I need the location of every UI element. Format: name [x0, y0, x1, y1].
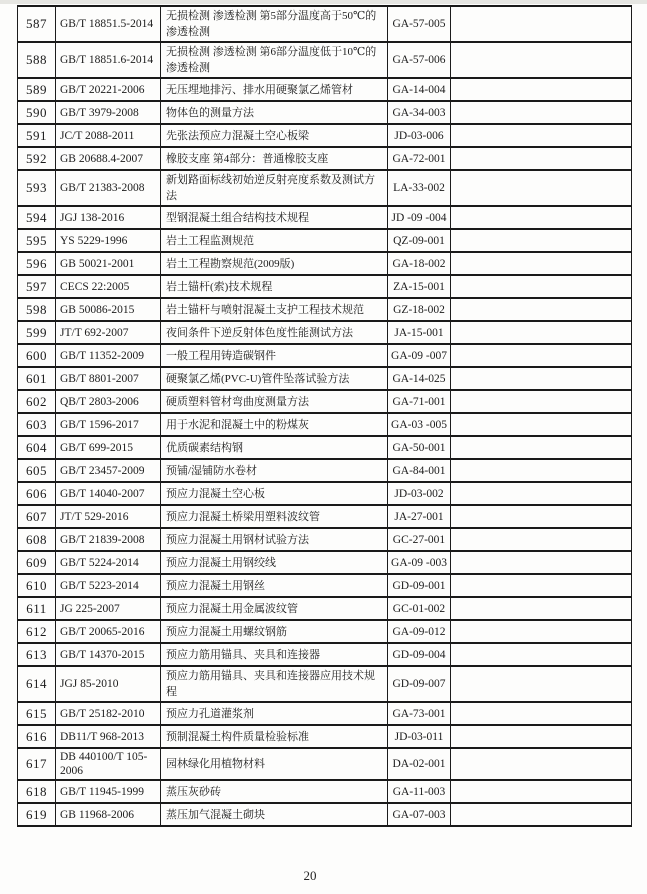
notes-cell	[451, 528, 632, 551]
row-number-cell: 610	[18, 574, 56, 597]
standard-name-cell: 夜间条件下逆反射体色度性能测试方法	[161, 321, 388, 344]
report-code-cell: QZ-09-001	[388, 229, 451, 252]
standard-code-cell: GB/T 21383-2008	[56, 170, 161, 206]
report-code-cell: JA-15-001	[388, 321, 451, 344]
table-row	[18, 321, 632, 344]
row-number-cell: 603	[18, 413, 56, 436]
notes-cell	[451, 482, 632, 505]
notes-cell	[451, 229, 632, 252]
report-code-cell: GA-09 -003	[388, 551, 451, 574]
standard-code-cell: GB/T 3979-2008	[56, 101, 161, 124]
standard-name-cell: 预应力筋用锚具、夹具和连接器应用技术规程	[161, 666, 388, 702]
report-code-cell: GA-09 -007	[388, 344, 451, 367]
table-row	[18, 725, 632, 748]
standard-code-cell: GB/T 21839-2008	[56, 528, 161, 551]
standard-name-cell: 岩土工程监测规范	[161, 229, 388, 252]
report-code-cell: DA-02-001	[388, 748, 451, 780]
standard-code-cell: GB/T 1596-2017	[56, 413, 161, 436]
report-code-cell: GA-73-001	[388, 702, 451, 725]
report-code-cell: GA-14-025	[388, 367, 451, 390]
row-number-cell: 611	[18, 597, 56, 620]
standard-code-cell: GB 11968-2006	[56, 803, 161, 826]
standard-name-cell: 硬聚氯乙烯(PVC-U)管件坠落试验方法	[161, 367, 388, 390]
standard-name-cell: 预制混凝土构件质量检验标准	[161, 725, 388, 748]
row-number-cell: 599	[18, 321, 56, 344]
report-code-cell: GA-07-003	[388, 803, 451, 826]
standard-name-cell: 型钢混凝土组合结构技术规程	[161, 206, 388, 229]
table-row	[18, 803, 632, 826]
table-row	[18, 170, 632, 206]
standard-code-cell: CECS 22:2005	[56, 275, 161, 298]
row-number-cell: 596	[18, 252, 56, 275]
standard-name-cell: 预应力混凝土空心板	[161, 482, 388, 505]
standard-code-cell: JGJ 138-2016	[56, 206, 161, 229]
row-number-cell: 605	[18, 459, 56, 482]
standard-code-cell: DB 440100/T 105-2006	[56, 748, 161, 780]
report-code-cell: GA-72-001	[388, 147, 451, 170]
report-code-cell: GA-03 -005	[388, 413, 451, 436]
notes-cell	[451, 78, 632, 101]
standard-code-cell: GB 50021-2001	[56, 252, 161, 275]
table-row	[18, 413, 632, 436]
standard-name-cell: 无损检测 渗透检测 第5部分温度高于50℃的渗透检测	[161, 6, 388, 42]
row-number-cell: 616	[18, 725, 56, 748]
standard-code-cell: GB/T 11945-1999	[56, 780, 161, 803]
table-row	[18, 206, 632, 229]
standard-name-cell: 用于水泥和混凝土中的粉煤灰	[161, 413, 388, 436]
standard-code-cell: GB/T 20065-2016	[56, 620, 161, 643]
report-code-cell: GA-34-003	[388, 101, 451, 124]
notes-cell	[451, 748, 632, 780]
notes-cell	[451, 252, 632, 275]
row-number-cell: 590	[18, 101, 56, 124]
table-row	[18, 298, 632, 321]
table-row	[18, 780, 632, 803]
standard-code-cell: GB/T 5224-2014	[56, 551, 161, 574]
row-number-cell: 606	[18, 482, 56, 505]
standard-name-cell: 一般工程用铸造碳钢件	[161, 344, 388, 367]
standard-name-cell: 先张法预应力混凝土空心板梁	[161, 124, 388, 147]
notes-cell	[451, 206, 632, 229]
notes-cell	[451, 124, 632, 147]
standards-table	[17, 5, 632, 827]
standard-name-cell: 蒸压灰砂砖	[161, 780, 388, 803]
standard-name-cell: 预铺/湿铺防水卷材	[161, 459, 388, 482]
row-number-cell: 608	[18, 528, 56, 551]
standard-code-cell: GB/T 23457-2009	[56, 459, 161, 482]
row-number-cell: 602	[18, 390, 56, 413]
table-row	[18, 42, 632, 78]
report-code-cell: GA-71-001	[388, 390, 451, 413]
notes-cell	[451, 574, 632, 597]
row-number-cell: 588	[18, 42, 56, 78]
table-row	[18, 229, 632, 252]
table-row	[18, 124, 632, 147]
standard-code-cell: GB/T 5223-2014	[56, 574, 161, 597]
report-code-cell: GA-18-002	[388, 252, 451, 275]
notes-cell	[451, 620, 632, 643]
report-code-cell: GA-11-003	[388, 780, 451, 803]
standard-code-cell: GB/T 18851.5-2014	[56, 6, 161, 42]
standard-code-cell: JC/T 2088-2011	[56, 124, 161, 147]
report-code-cell: JD-03-011	[388, 725, 451, 748]
notes-cell	[451, 666, 632, 702]
row-number-cell: 612	[18, 620, 56, 643]
report-code-cell: JA-27-001	[388, 505, 451, 528]
standard-name-cell: 硬质塑料管材弯曲度测量方法	[161, 390, 388, 413]
standard-code-cell: GB 20688.4-2007	[56, 147, 161, 170]
row-number-cell: 614	[18, 666, 56, 702]
notes-cell	[451, 413, 632, 436]
notes-cell	[451, 551, 632, 574]
table-row	[18, 551, 632, 574]
notes-cell	[451, 321, 632, 344]
notes-cell	[451, 725, 632, 748]
standard-name-cell: 预应力混凝土用金属波纹管	[161, 597, 388, 620]
row-number-cell: 600	[18, 344, 56, 367]
row-number-cell: 604	[18, 436, 56, 459]
standard-name-cell: 新划路面标线初始逆反射亮度系数及测试方法	[161, 170, 388, 206]
report-code-cell: JD -09 -004	[388, 206, 451, 229]
table-row	[18, 390, 632, 413]
standard-name-cell: 预应力筋用锚具、夹具和连接器	[161, 643, 388, 666]
standard-code-cell: GB 50086-2015	[56, 298, 161, 321]
standard-code-cell: JGJ 85-2010	[56, 666, 161, 702]
table-row	[18, 505, 632, 528]
standard-code-cell: JT/T 692-2007	[56, 321, 161, 344]
row-number-cell: 589	[18, 78, 56, 101]
row-number-cell: 587	[18, 6, 56, 42]
notes-cell	[451, 344, 632, 367]
notes-cell	[451, 101, 632, 124]
standard-name-cell: 无压埋地排污、排水用硬聚氯乙烯管材	[161, 78, 388, 101]
report-code-cell: GA-14-004	[388, 78, 451, 101]
table-row	[18, 436, 632, 459]
notes-cell	[451, 780, 632, 803]
table-row	[18, 597, 632, 620]
notes-cell	[451, 803, 632, 826]
row-number-cell: 613	[18, 643, 56, 666]
standard-code-cell: GB/T 14370-2015	[56, 643, 161, 666]
standard-code-cell: GB/T 699-2015	[56, 436, 161, 459]
table-row	[18, 252, 632, 275]
standard-name-cell: 预应力孔道灌浆剂	[161, 702, 388, 725]
table-row	[18, 643, 632, 666]
notes-cell	[451, 597, 632, 620]
standard-name-cell: 物体色的测量方法	[161, 101, 388, 124]
notes-cell	[451, 147, 632, 170]
table-row	[18, 78, 632, 101]
table-row	[18, 459, 632, 482]
notes-cell	[451, 459, 632, 482]
table-row	[18, 147, 632, 170]
report-code-cell: GD-09-007	[388, 666, 451, 702]
notes-cell	[451, 436, 632, 459]
row-number-cell: 609	[18, 551, 56, 574]
standard-name-cell: 预应力混凝土用钢丝	[161, 574, 388, 597]
row-number-cell: 595	[18, 229, 56, 252]
report-code-cell: GD-09-004	[388, 643, 451, 666]
notes-cell	[451, 505, 632, 528]
standard-code-cell: GB/T 25182-2010	[56, 702, 161, 725]
report-code-cell: GZ-18-002	[388, 298, 451, 321]
report-code-cell: GA-84-001	[388, 459, 451, 482]
table-row	[18, 275, 632, 298]
standard-name-cell: 无损检测 渗透检测 第6部分温度低于10℃的渗透检测	[161, 42, 388, 78]
standard-code-cell: GB/T 14040-2007	[56, 482, 161, 505]
standard-code-cell: JG 225-2007	[56, 597, 161, 620]
scan-edge-artifact	[0, 0, 647, 4]
report-code-cell: GA-57-006	[388, 42, 451, 78]
standard-name-cell: 岩土锚杆(索)技术规程	[161, 275, 388, 298]
row-number-cell: 594	[18, 206, 56, 229]
notes-cell	[451, 390, 632, 413]
table-row	[18, 528, 632, 551]
standard-code-cell: JT/T 529-2016	[56, 505, 161, 528]
table-row	[18, 666, 632, 702]
row-number-cell: 601	[18, 367, 56, 390]
notes-cell	[451, 275, 632, 298]
standard-code-cell: GB/T 8801-2007	[56, 367, 161, 390]
standard-code-cell: GB/T 20221-2006	[56, 78, 161, 101]
standard-name-cell: 预应力混凝土用钢材试验方法	[161, 528, 388, 551]
notes-cell	[451, 643, 632, 666]
notes-cell	[451, 367, 632, 390]
standard-name-cell: 岩土工程勘察规范(2009版)	[161, 252, 388, 275]
table-row	[18, 574, 632, 597]
notes-cell	[451, 702, 632, 725]
standard-code-cell: GB/T 18851.6-2014	[56, 42, 161, 78]
standard-name-cell: 蒸压加气混凝土砌块	[161, 803, 388, 826]
table-row	[18, 748, 632, 780]
row-number-cell: 592	[18, 147, 56, 170]
standard-name-cell: 预应力混凝土用螺纹钢筋	[161, 620, 388, 643]
report-code-cell: JD-03-002	[388, 482, 451, 505]
report-code-cell: ZA-15-001	[388, 275, 451, 298]
report-code-cell: GC-27-001	[388, 528, 451, 551]
row-number-cell: 597	[18, 275, 56, 298]
standard-code-cell: DB11/T 968-2013	[56, 725, 161, 748]
standard-name-cell: 预应力混凝土用钢绞线	[161, 551, 388, 574]
standard-name-cell: 优质碳素结构钢	[161, 436, 388, 459]
notes-cell	[451, 170, 632, 206]
row-number-cell: 591	[18, 124, 56, 147]
standard-code-cell: GB/T 11352-2009	[56, 344, 161, 367]
table-row	[18, 702, 632, 725]
report-code-cell: GC-01-002	[388, 597, 451, 620]
notes-cell	[451, 298, 632, 321]
table-row	[18, 482, 632, 505]
notes-cell	[451, 6, 632, 42]
row-number-cell: 598	[18, 298, 56, 321]
row-number-cell: 607	[18, 505, 56, 528]
standard-code-cell: YS 5229-1996	[56, 229, 161, 252]
table-row	[18, 101, 632, 124]
page-number: 20	[303, 868, 317, 883]
report-code-cell: GA-50-001	[388, 436, 451, 459]
report-code-cell: JD-03-006	[388, 124, 451, 147]
standard-name-cell: 橡胶支座 第4部分：普通橡胶支座	[161, 147, 388, 170]
notes-cell	[451, 42, 632, 78]
row-number-cell: 619	[18, 803, 56, 826]
standard-name-cell: 岩土锚杆与喷射混凝土支护工程技术规范	[161, 298, 388, 321]
row-number-cell: 617	[18, 748, 56, 780]
row-number-cell: 615	[18, 702, 56, 725]
row-number-cell: 593	[18, 170, 56, 206]
table-row	[18, 344, 632, 367]
standard-name-cell: 园林绿化用植物材料	[161, 748, 388, 780]
standard-name-cell: 预应力混凝土桥梁用塑料波纹管	[161, 505, 388, 528]
report-code-cell: GD-09-001	[388, 574, 451, 597]
report-code-cell: GA-09-012	[388, 620, 451, 643]
table-row	[18, 6, 632, 42]
report-code-cell: GA-57-005	[388, 6, 451, 42]
row-number-cell: 618	[18, 780, 56, 803]
table-row	[18, 620, 632, 643]
standard-code-cell: QB/T 2803-2006	[56, 390, 161, 413]
report-code-cell: LA-33-002	[388, 170, 451, 206]
table-row	[18, 367, 632, 390]
